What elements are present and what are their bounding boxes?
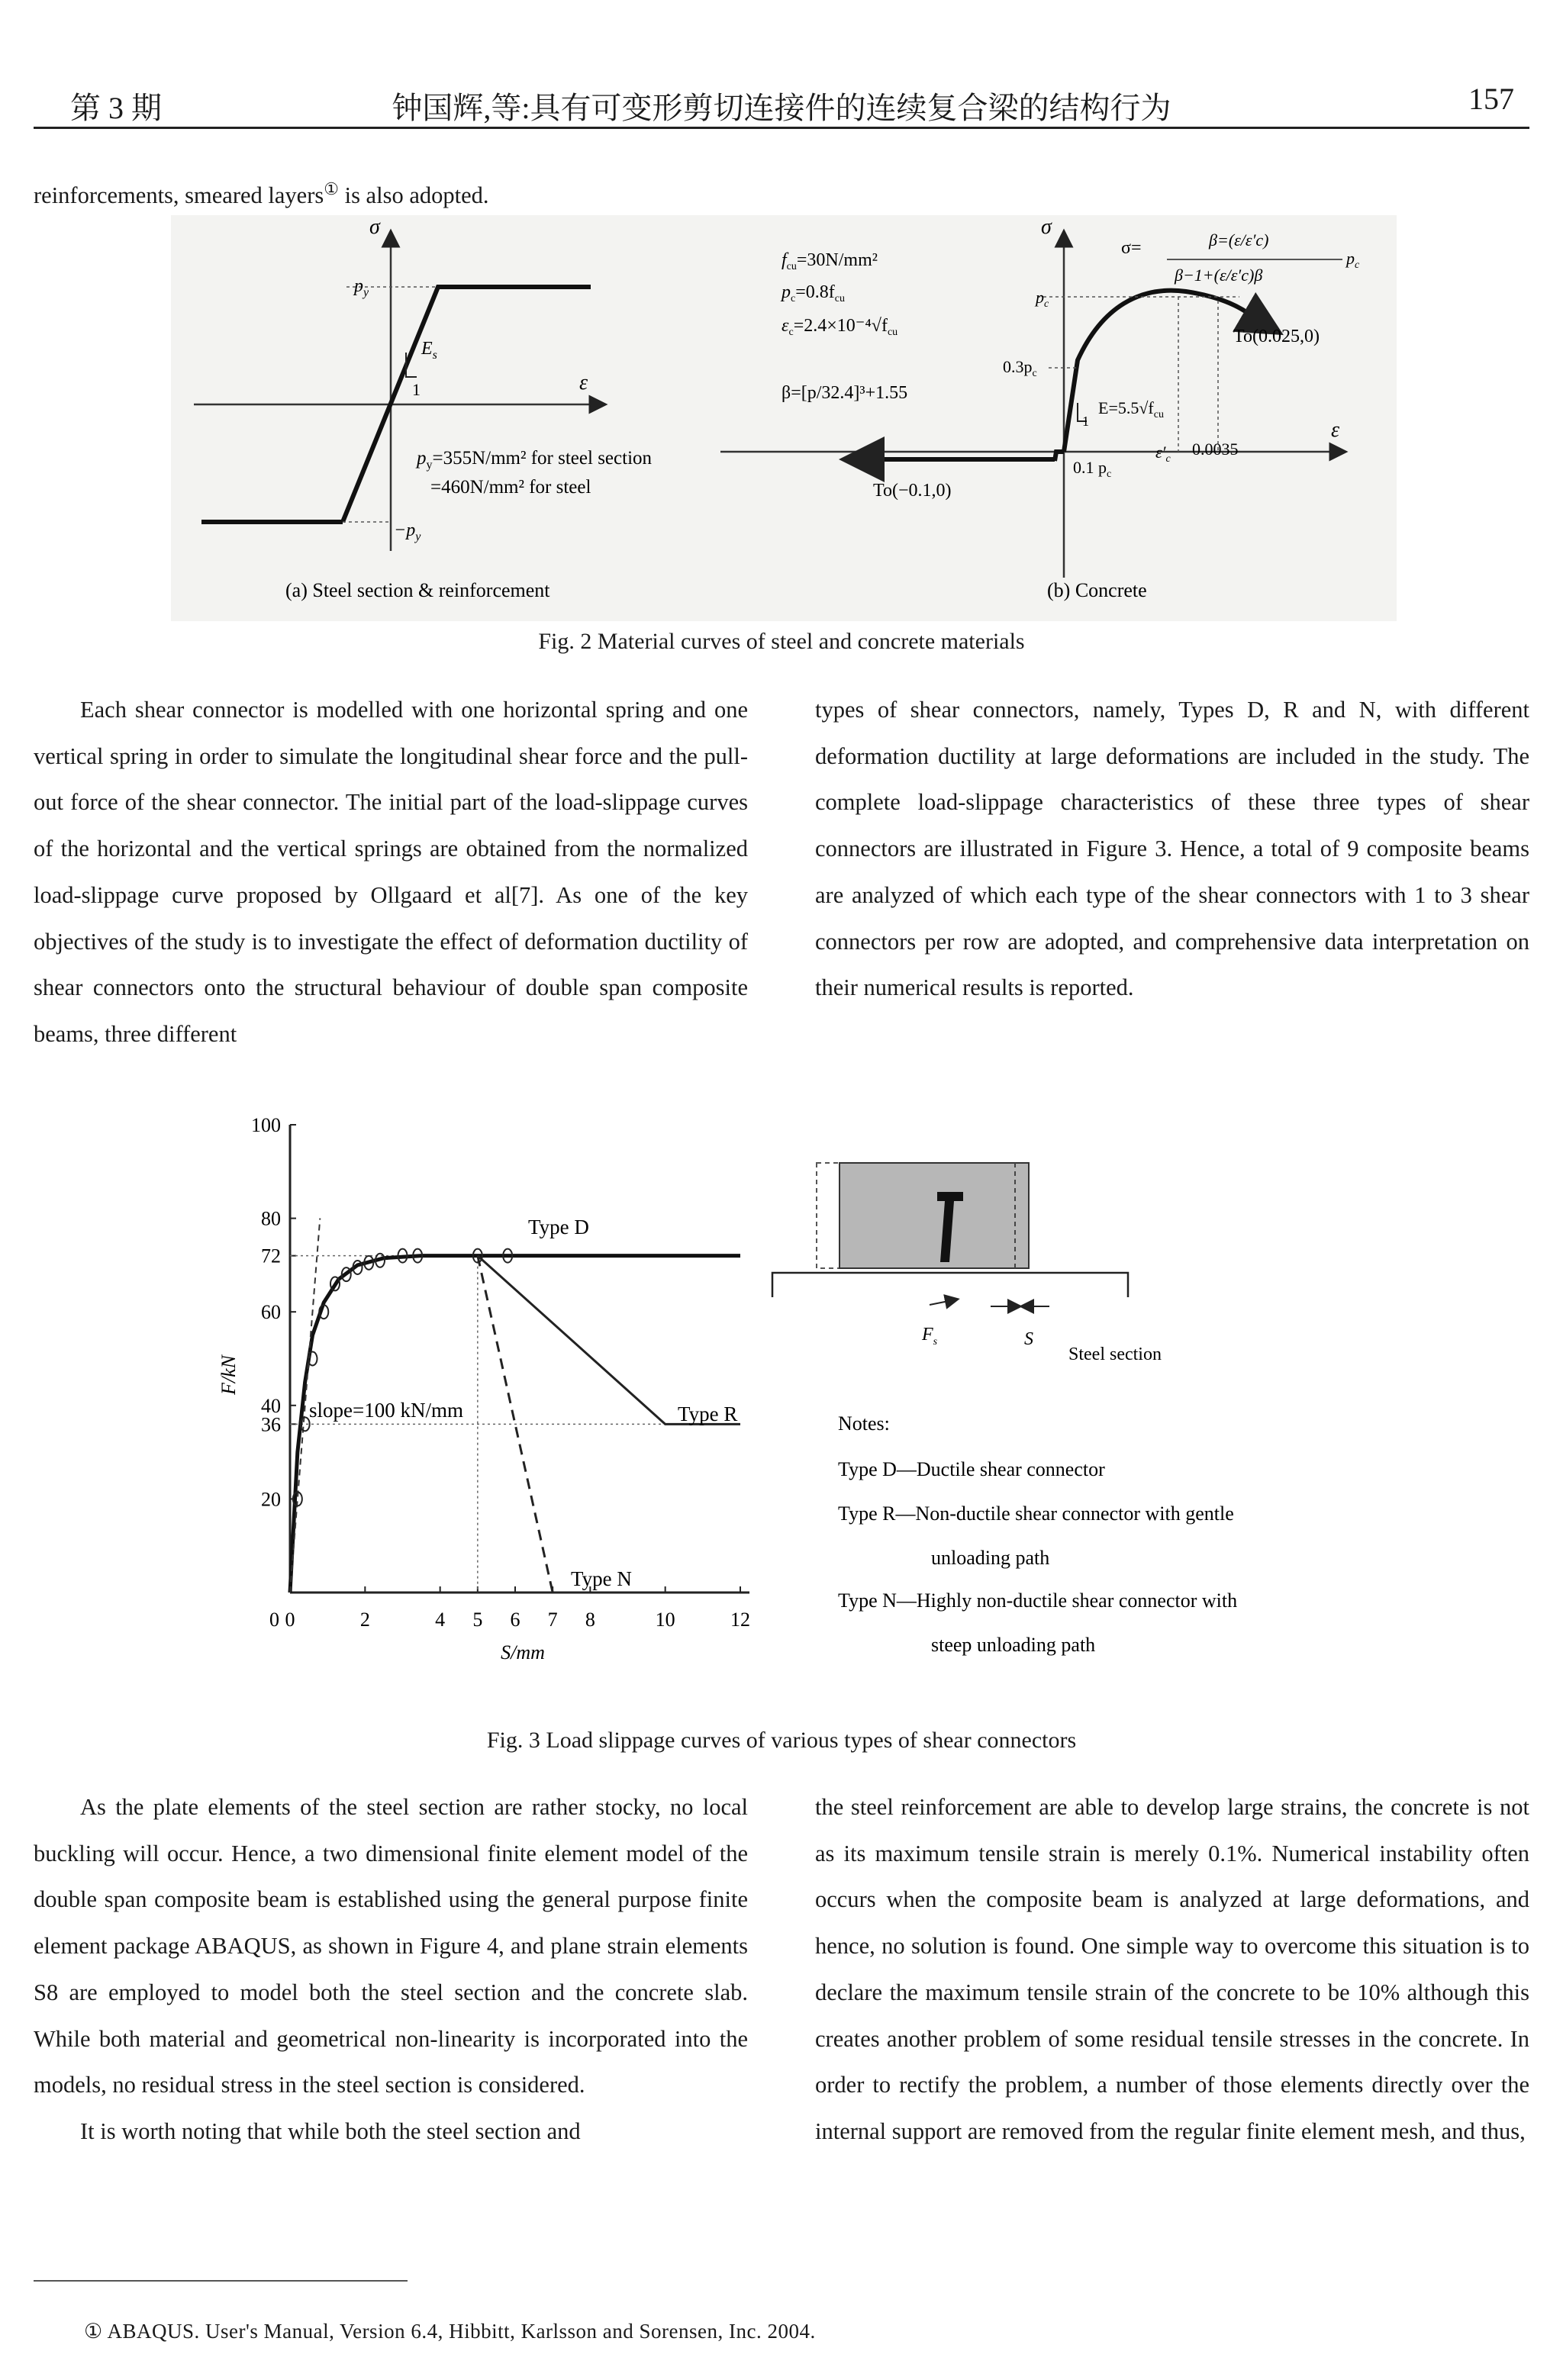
slope-label: slope=100 kN/mm xyxy=(309,1399,463,1422)
notes-title: Notes: xyxy=(838,1412,890,1435)
right-column-2 xyxy=(815,1784,1529,2155)
type-n-label: Type N xyxy=(571,1567,632,1590)
note-type-n: Type N—Highly non-ductile shear connector with xyxy=(838,1589,1238,1612)
x-tick-label: 0 xyxy=(285,1609,295,1631)
fs-label: $F_s$ xyxy=(922,1325,938,1348)
subcaption-a: (a) Steel section & reinforcement xyxy=(285,579,550,601)
concrete-epsilon-label: ε xyxy=(1331,418,1340,442)
concrete-tension-start xyxy=(1055,452,1064,461)
left-column-2 xyxy=(34,1784,748,2155)
to-right-arrow xyxy=(1255,318,1264,324)
x-tick-label: 12 xyxy=(730,1609,750,1631)
right-column-1 xyxy=(815,687,1529,1011)
pc-label: $p_c$ xyxy=(1036,288,1049,310)
running-header xyxy=(34,76,1529,129)
x-tick-label: 10 xyxy=(655,1609,675,1631)
s-label: S xyxy=(1024,1329,1033,1349)
paragraph: As the plate elements of the steel section are rather stocky, no local buckling will occur. Hence, a two dimensional finite element model of the double span composite beam is established using the general purpose finite element package ABAQUS, as shown in Figure 4, and plane strain elements S8 are employed to model both the steel section and the concrete slab. While both material and geometrical non-linearity is incorporated into the models, no residual stress in the steel section is considered. xyxy=(34,1794,748,2098)
formula-left: σ= xyxy=(1121,238,1142,258)
slope-one-label: 1 xyxy=(412,380,421,399)
es-label: $E_s$ xyxy=(421,339,437,362)
y-tick-label: 72 xyxy=(261,1245,281,1267)
steel-curve-panel xyxy=(194,215,653,601)
x-tick-label: 5 xyxy=(472,1609,483,1631)
type-d-label: Type D xyxy=(528,1216,589,1238)
left-column-1 xyxy=(34,687,748,1058)
x-tick-label: 4 xyxy=(435,1609,446,1631)
running-title: 钟国辉,等:具有可变形剪切连接件的连续复合梁的结构行为 xyxy=(392,91,1171,125)
fcu-definition: $f_{cu}=30N$/mm² xyxy=(782,250,878,272)
origin-label: 0 xyxy=(269,1609,279,1631)
concrete-slope-one: 1 xyxy=(1082,414,1089,429)
concrete-slab xyxy=(840,1163,1029,1268)
page-number: 157 xyxy=(1468,82,1514,116)
fs-arrow xyxy=(930,1300,952,1305)
x-axis-label: S/mm xyxy=(501,1641,545,1663)
issue-number: 第 3 期 xyxy=(70,91,162,125)
figure-2-svg xyxy=(171,215,1397,621)
y-axis-label: F/kN xyxy=(218,1355,240,1395)
intro-line: reinforcements, smeared layers① is also adopted. xyxy=(34,179,489,209)
py-label: $p_y$ xyxy=(354,276,369,299)
chart-guides xyxy=(290,1256,665,1593)
y-tick-label: 100 xyxy=(251,1114,281,1136)
pc-definition: $p_c=0.8f_{cu}$ xyxy=(782,282,845,304)
figure-2-caption: Fig. 2 Material curves of steel and concrete materials xyxy=(538,629,1025,654)
connector-schematic xyxy=(772,1163,1162,1364)
eps-definition: $\varepsilon_c=2.4\times 10^{-4}√f_{cu}$ xyxy=(782,316,898,338)
note-type-r-cont: unloading path xyxy=(931,1547,1050,1569)
eps-c-label: $\varepsilon'_c$ xyxy=(1155,443,1171,465)
to-left-label: To(−0.1,0) xyxy=(873,481,952,501)
y-tick-label: 60 xyxy=(261,1301,281,1324)
py-note-1: $p_y=355N$/mm² for steel section xyxy=(417,448,653,472)
figure-2 xyxy=(171,215,1397,621)
x-tick-label: 7 xyxy=(547,1609,558,1631)
note-type-r: Type R—Non-ductile shear connector with gentle xyxy=(838,1502,1234,1525)
series-type-r xyxy=(478,1256,740,1425)
figure-3-notes xyxy=(838,1412,1237,1656)
chart-ticks xyxy=(251,1114,750,1631)
footnote-mark[interactable]: ① xyxy=(324,179,339,198)
y-tick-label: 40 xyxy=(261,1394,281,1417)
formula-numerator: β=(ε/ε′c) xyxy=(1209,230,1269,250)
footnote-rule xyxy=(34,2280,408,2282)
note-type-d: Type D—Ductile shear connector xyxy=(838,1458,1105,1480)
y-tick-label: 36 xyxy=(261,1413,281,1436)
concrete-sigma-label: σ xyxy=(1041,215,1052,239)
footnote: ① ABAQUS. User's Manual, Version 6.4, Hibbitt, Karlsson and Sorensen, Inc. 2004. xyxy=(84,2320,816,2343)
to-right-label: To(0.025,0) xyxy=(1233,327,1320,346)
subcaption-b: (b) Concrete xyxy=(1047,579,1147,601)
concrete-compression-curve xyxy=(1064,291,1255,452)
slab-ghost-left xyxy=(817,1163,840,1268)
pc03-label: $0.3p_c$ xyxy=(1003,357,1037,379)
paragraph: types of shear connectors, namely, Types D, R and N, with different deformation ductility at large deformations are included in the study. The complete load-slippage characteristics of these three types of shear connectors are illustrated in Figure 3. Hence, a total of 9 composite beams are analyzed of which each type of the shear connectors with 1 to 3 shear connectors per row are adopted, and comprehensive data interpretation on their numerical results is reported. xyxy=(815,697,1529,1001)
steel-flange xyxy=(772,1273,1128,1297)
x-tick-label: 6 xyxy=(510,1609,520,1631)
concrete-curve-panel xyxy=(720,215,1360,601)
py-note-2: =460N/mm² for steel xyxy=(430,477,591,498)
steel-section-label: Steel section xyxy=(1068,1345,1162,1364)
concrete-modulus: $E=5.5√f_{cu}$ xyxy=(1098,398,1164,420)
x-tick-label: 2 xyxy=(359,1609,370,1631)
eps-c-value: 0.0035 xyxy=(1192,440,1239,459)
figure-3-caption: Fig. 3 Load slippage curves of various types of shear connectors xyxy=(486,1728,1077,1753)
neg-py-label: $-p_y$ xyxy=(394,520,421,543)
y-tick-label: 80 xyxy=(261,1207,281,1230)
figure-3-svg xyxy=(218,1114,1366,1688)
type-r-label: Type R xyxy=(678,1403,738,1425)
chart-markers xyxy=(293,1249,512,1506)
paragraph: It is worth noting that while both the steel section and xyxy=(80,2118,581,2144)
formula-denominator: β−1+(ε/ε′c)β xyxy=(1175,266,1263,285)
chart-axes xyxy=(290,1125,749,1593)
note-type-n-cont: steep unloading path xyxy=(931,1634,1096,1656)
formula-pc: $p_c$ xyxy=(1346,249,1360,271)
x-tick-label: 8 xyxy=(585,1609,595,1631)
paragraph: Each shear connector is modelled with one horizontal spring and one vertical spring in order to simulate the longitudinal shear force and the pull-out force of the shear connector. The initial part of the load-slippage curves of the horizontal and the vertical springs are obtained from the normalized load-slippage curve proposed by Ollgaard et al[7]. As one of the key objectives of the study is to investigate the effect of deformation ductility of shear connectors onto the structural behaviour of double span composite beams, three different xyxy=(34,697,748,1047)
y-tick-label: 20 xyxy=(261,1488,281,1511)
figure-3 xyxy=(218,1114,1366,1688)
beta-definition: β=[p/32.4]³+1.55 xyxy=(782,383,908,403)
paragraph: the steel reinforcement are able to develop large strains, the concrete is not as its maximum tensile strain is merely 0.1%. Numerical instability often occurs when the composite beam is analyzed at large deformations, and hence, no solution is found. One simple way to overcome this situation is to declare the maximum tensile strain of the concrete to be 10% although this creates another problem of some residual tensile stresses in the concrete. In order to rectify the problem, a number of those elements directly over the internal support are removed from the regular finite element mesh, and thus, xyxy=(815,1794,1529,2144)
pc01-label: 0.1 $p_c$ xyxy=(1073,458,1112,480)
epsilon-label: ε xyxy=(579,371,588,395)
sigma-label: σ xyxy=(369,215,380,239)
